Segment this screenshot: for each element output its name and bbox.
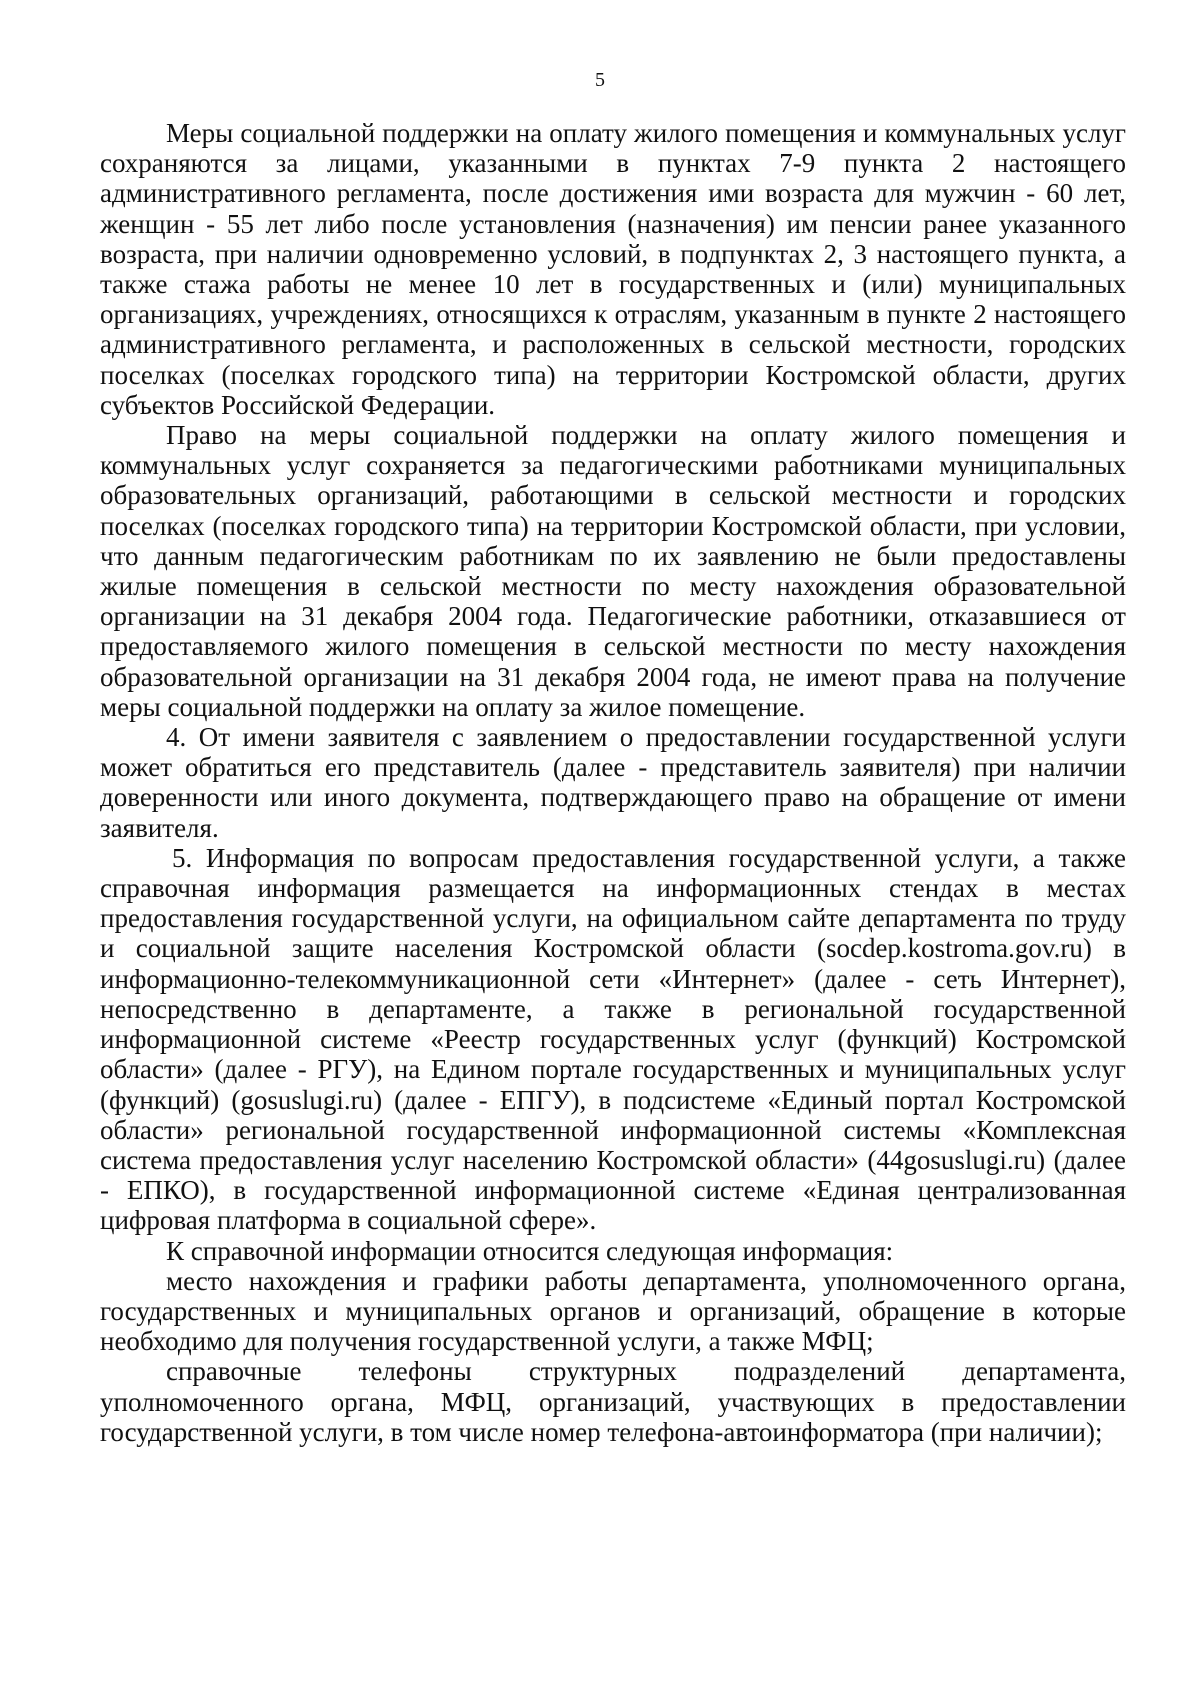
paragraph-social-support-retention: Меры социальной поддержки на оплату жилого помещения и коммунальных услуг сохраняются за лицами, указанными в пунктах 7-9 пункта 2 настоящего административного регламента, после достижения ими возраста для мужчин - 60 лет, женщин - 55 лет либо после установления (назначения) им пенсии ранее указанного возраста, при наличии одновременно условий, в подпунктах 2, 3 настоящего пункта, а также стажа работы не менее 10 лет в государственных и (или) муниципальных организациях, учреждениях, относящихся к отраслям, указанным в пункте 2 настоящего административного регламента, и расположенных в сельской местности, городских поселках (поселках городского типа) на территории Костромской области, других субъектов Российской Федерации. — [100, 118, 1126, 420]
paragraph-reference-phones: справочные телефоны структурных подразделений департамента, уполномоченного органа, МФЦ, организаций, участвующих в предоставлении государственной услуги, в том числе номер телефона-автоинформатора (при наличии); — [100, 1356, 1126, 1447]
page-number: 5 — [595, 69, 605, 91]
paragraph-item-5-information: 5. Информация по вопросам предоставления государственной услуги, а также справочная информация размещается на информационных стендах в местах предоставления государственной услуги, на официальном сайте департамента по труду и социальной защите населения Костромской области (socdep.kostroma.gov.ru) в информационно-телекоммуникационной сети «Интернет» (далее - сеть Интернет), непосредственно в департаменте, а также в региональной государственной информационной системе «Реестр государственных услуг (функций) Костромской области» (далее - РГУ), на Едином портале государственных и муниципальных услуг (функций) (gosuslugi.ru) (далее - ЕПГУ), в подсистеме «Единый портал Костромской области» региональной государственной информационной системы «Комплексная система предоставления услуг населению Костромской области» (44gosuslugi.ru) (далее - ЕПКО), в государственной информационной системе «Единая централизованная цифровая платформа в социальной сфере». — [100, 842, 1126, 1236]
paragraph-reference-info-intro: К справочной информации относится следующая информация: — [166, 1235, 894, 1266]
paragraph-teachers-rights: Право на меры социальной поддержки на оплату жилого помещения и коммунальных услуг сохраняется за педагогическими работниками муниципальных образовательных организаций, работающими в сельской местности и городских поселках (поселках городского типа) на территории Костромской области, при условии, что данным педагогическим работникам по их заявлению не были предоставлены жилые помещения в сельской местности по месту нахождения образовательной организации на 31 декабря 2004 года. Педагогические работники, отказавшиеся от предоставляемого жилого помещения в сельской местности по месту нахождения образовательной организации на 31 декабря 2004 года, не имеют права на получение меры социальной поддержки на оплату за жилое помещение. — [100, 420, 1126, 722]
document-body — [100, 118, 1126, 1447]
paragraph-item-4-representative: 4. От имени заявителя с заявлением о предоставлении государственной услуги может обратиться его представитель (далее - представитель заявителя) при наличии доверенности или иного документа, подтверждающего право на обращение от имени заявителя. — [100, 722, 1126, 843]
paragraph-location-schedules: место нахождения и графики работы департамента, уполномоченного органа, государственных и муниципальных органов и организаций, обращение в которые необходимо для получения государственной услуги, а также МФЦ; — [100, 1265, 1126, 1357]
